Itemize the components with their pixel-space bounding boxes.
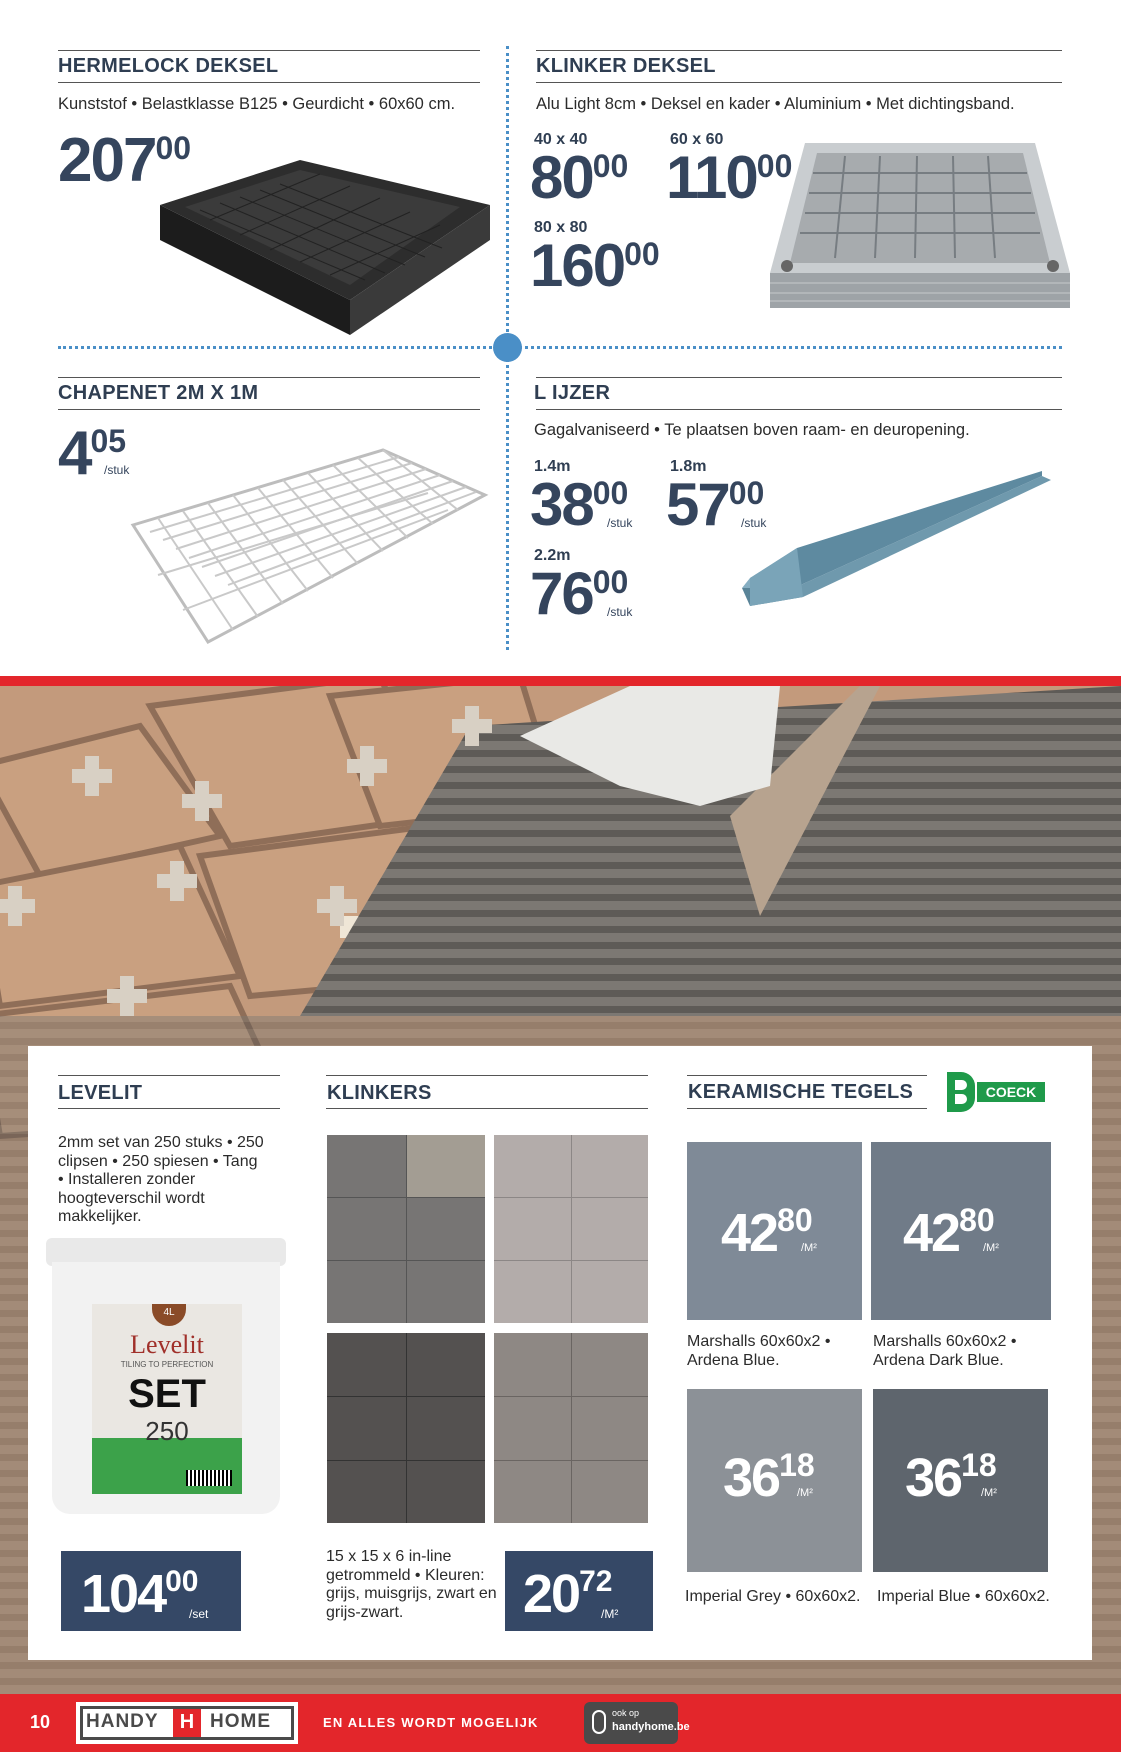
l-ijzer-title: L IJZER (534, 382, 611, 404)
horizontal-divider (58, 346, 1062, 349)
l-ijzer-price-2: $57^{00}$ (666, 471, 765, 538)
red-divider-bar (0, 676, 1121, 686)
l-ijzer-price-1: $38^{00}$ (530, 471, 629, 538)
tegel-imperial-blue-caption: Imperial Blue • 60x60x2. (877, 1588, 1050, 1605)
footer-bar (0, 1694, 1121, 1752)
l-ijzer-size-3: 2.2m (534, 547, 571, 564)
l-ijzer-size-2: 1.8m (670, 458, 707, 475)
l-ijzer-unit-2: /stuk (741, 516, 767, 530)
klinker-deksel-title: KLINKER DEKSEL (536, 55, 716, 77)
tegel-ardena-blue-caption: Marshalls 60x60x2 • Ardena Blue. (687, 1333, 831, 1369)
klinkers-swatch-zwart (327, 1333, 485, 1523)
hermelock-desc: Kunststof • Belastklasse B125 • Geurdicht • 60x60 cm. (58, 95, 456, 113)
l-ijzer-unit-1: /stuk (607, 516, 633, 530)
handy-home-logo[interactable]: HANDY H HOME (76, 1702, 298, 1744)
tegel-ardena-dark-blue: $42^{80}$ /M² (871, 1142, 1051, 1320)
slogan: EN ALLES WORDT MOGELIJK (323, 1715, 539, 1730)
klinkers-desc: 15 x 15 x 6 in-line getrommeld • Kleuren: grijs, muisgrijs, zwart en grijs-zwart. (326, 1548, 497, 1621)
website-badge[interactable]: ook op handyhome.be (584, 1702, 678, 1744)
tegel-imperial-blue: $36^{18}$ /M² (873, 1389, 1048, 1572)
tegel-ardena-blue: $42^{80}$ /M² (687, 1142, 862, 1320)
l-ijzer-price-3: $76^{00}$ (530, 560, 629, 627)
klinker-size-2: 60 x 60 (670, 131, 724, 148)
klinkers-title: KLINKERS (327, 1082, 432, 1104)
levelit-price-box: $104^{00}$ /set (61, 1551, 241, 1631)
klinker-deksel-image (765, 138, 1075, 333)
l-ijzer-unit-3: /stuk (607, 605, 633, 619)
chapenet-mesh-image (128, 445, 490, 647)
divider-dot (493, 333, 522, 362)
klinker-price-1: $80^{00}$ (530, 144, 629, 211)
klinkers-swatch-grijs-zwart (494, 1333, 648, 1523)
mouse-icon (592, 1710, 606, 1734)
page-number: 10 (30, 1712, 51, 1732)
hermelock-cover-image (150, 150, 490, 340)
tegels-title: KERAMISCHE TEGELS (688, 1081, 914, 1103)
tegel-imperial-grey-caption: Imperial Grey • 60x60x2. (685, 1588, 861, 1605)
tegel-imperial-grey: $36^{18}$ /M² (687, 1389, 862, 1572)
levelit-title: LEVELIT (58, 1082, 143, 1104)
chapenet-price: $4^{05}$ (58, 419, 127, 488)
klinker-price-2: $110^{00}$ (666, 144, 793, 211)
l-ijzer-desc: Gagalvaniseerd • Te plaatsen boven raam- en deuropening. (534, 421, 970, 439)
klinkers-swatch-muisgrijs (494, 1135, 648, 1323)
levelit-bucket-image: 4L Levelit TILING TO PERFECTION SET 250 (46, 1238, 286, 1514)
klinkers-swatch-grijs (327, 1135, 485, 1323)
hermelock-price: $207^{00}$ (58, 126, 192, 195)
klinker-deksel-desc: Alu Light 8cm • Deksel en kader • Aluminium • Met dichtingsband. (536, 95, 1015, 113)
l-iron-image (742, 466, 1054, 614)
klinker-size-1: 40 x 40 (534, 131, 588, 148)
l-ijzer-size-1: 1.4m (534, 458, 571, 475)
klinkers-price-box: $20^{72}$ /M² (505, 1551, 653, 1631)
klinker-size-3: 80 x 80 (534, 219, 588, 236)
klinker-price-3: $160^{00}$ (530, 232, 660, 299)
tegel-ardena-dark-blue-caption: Marshalls 60x60x2 • Ardena Dark Blue. (873, 1333, 1017, 1369)
levelit-desc: 2mm set van 250 stuks • 250 clipsen • 250 spiesen • Tang • Installeren zonder hoogteverschil wordt makkelijker. (58, 1134, 264, 1225)
coeck-logo: COECK (947, 1072, 1045, 1112)
chapenet-title: CHAPENET 2M X 1M (58, 382, 259, 404)
chapenet-unit: /stuk (104, 463, 130, 477)
hermelock-title: HERMELOCK DEKSEL (58, 55, 279, 77)
